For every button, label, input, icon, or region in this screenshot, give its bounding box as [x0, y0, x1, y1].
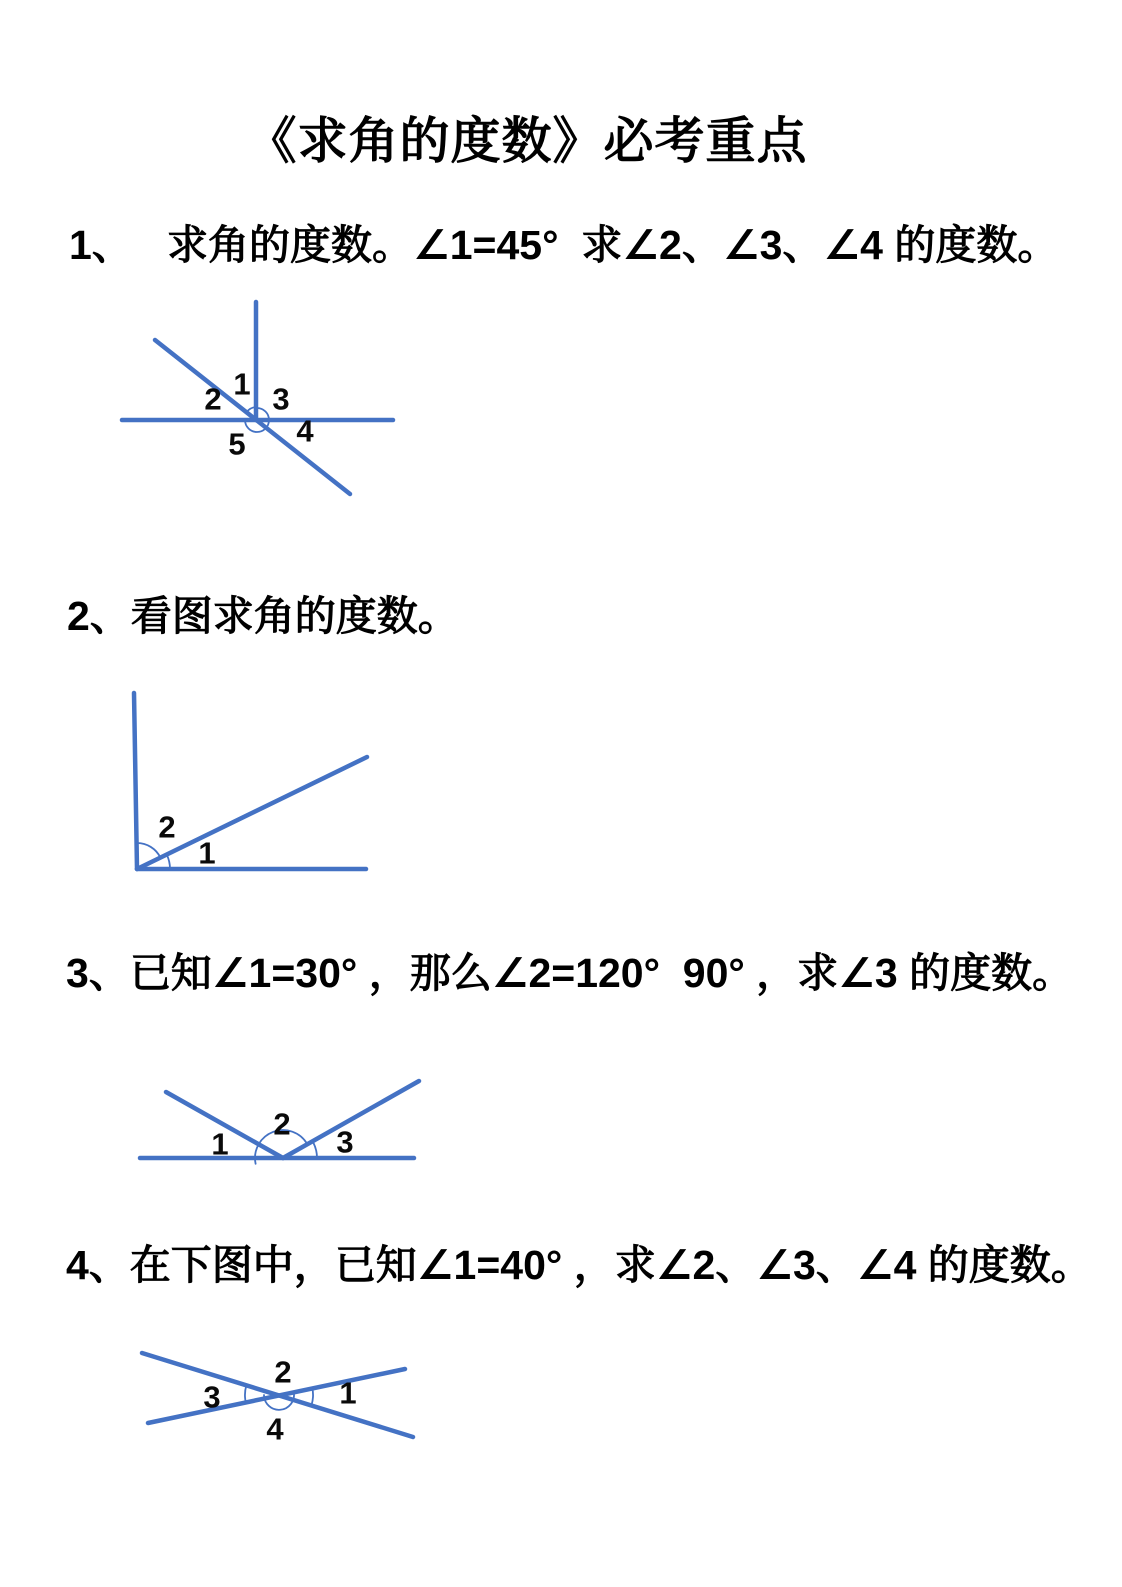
d4-angle3-label: 3: [203, 1379, 221, 1415]
d2-angle2-label: 2: [158, 809, 176, 845]
d1-diagonal-line: [155, 340, 350, 494]
d1-angle5-label: 5: [228, 426, 246, 462]
d1-bottom-angle-arc: [245, 408, 269, 432]
d2-angle1-arc: [167, 855, 170, 870]
d4-angle3-arc: [245, 1385, 247, 1402]
question-3-text: 3、已知∠1=30° ，那么∠2=120° 90° ，求∠3 的度数。: [66, 950, 1074, 996]
d2-angle2-arc: [137, 843, 160, 858]
question-1-text: 1、 求角的度数。∠1=45° 求∠2、∠3、∠4 的度数。: [69, 222, 1059, 268]
d1-angle3-label: 3: [272, 381, 290, 417]
d3-angle3-label: 3: [336, 1124, 354, 1160]
d1-angle1-label: 1: [233, 366, 251, 402]
d4-angle4-label: 4: [266, 1411, 284, 1447]
d4-angle4-arc: [264, 1392, 294, 1409]
d3-angle3-arc: [313, 1141, 317, 1158]
d4-angle1-arc: [312, 1388, 314, 1405]
d1-angle2-label: 2: [204, 381, 222, 417]
d3-angle1-label: 1: [211, 1126, 229, 1162]
question-4-text: 4、在下图中，已知∠1=40° ，求∠2、∠3、∠4 的度数。: [66, 1242, 1092, 1288]
d1-angle4-label: 4: [296, 413, 314, 449]
d3-angle2-label: 2: [273, 1106, 291, 1142]
d2-vertical-ray: [134, 693, 137, 869]
diagram-1-figure: [122, 302, 393, 494]
d1-angle1-arc: [247, 407, 257, 412]
d4-angle1-label: 1: [339, 1375, 357, 1411]
page-title: 《求角的度数》必考重点: [246, 113, 808, 169]
d2-angle1-label: 1: [198, 835, 216, 871]
question-2-text: 2、看图求角的度数。: [67, 593, 459, 639]
d4-angle2-label: 2: [274, 1354, 292, 1390]
